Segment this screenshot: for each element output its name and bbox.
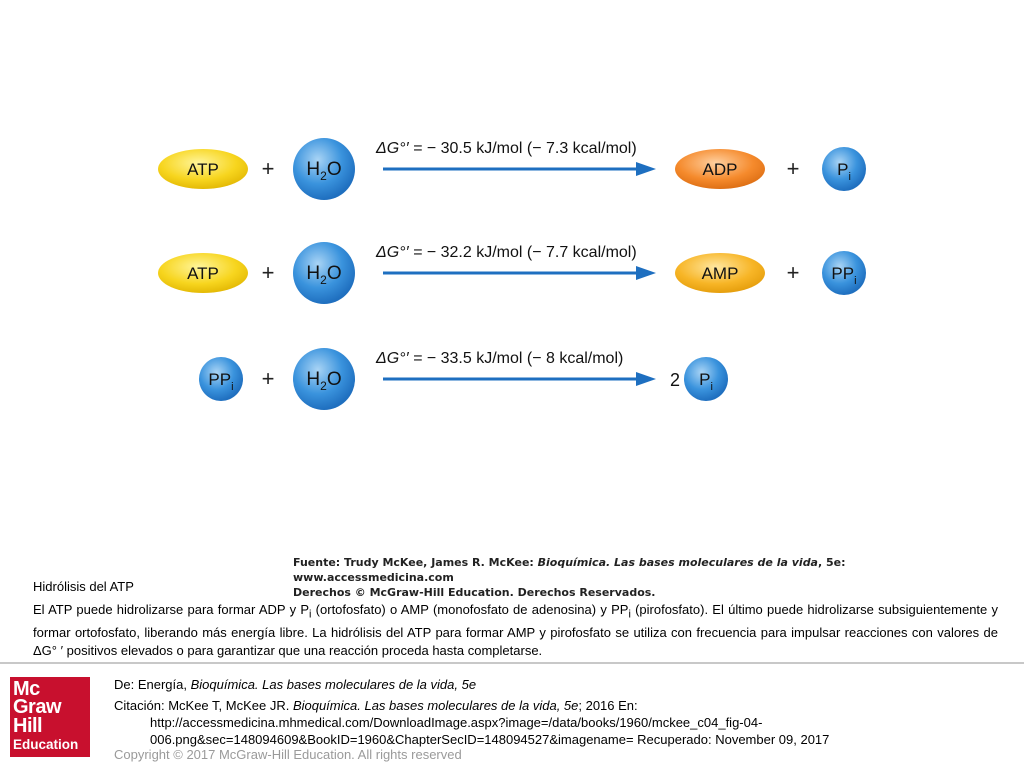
from-book: Bioquímica. Las bases moleculares de la vida, 5e: [190, 677, 477, 692]
reaction-diagram: [140, 128, 870, 428]
plus-sign: +: [786, 260, 800, 285]
reactant-2-r3: [293, 348, 355, 410]
coefficient: 2: [669, 370, 681, 390]
plus-sign: +: [786, 156, 800, 181]
source-authors: Fuente: Trudy McKee, James R. McKee:: [293, 556, 538, 569]
reaction-arrow-head: [636, 266, 656, 280]
delta-g-label: ΔG°′ = − 32.2 kJ/mol (− 7.7 kcal/mol): [376, 244, 637, 261]
logo-line-2: Graw: [13, 696, 62, 718]
citation-authors: Citación: McKee T, McKee JR.: [114, 698, 293, 713]
mcgraw-hill-logo: [10, 677, 90, 757]
caption-text-1: El ATP puede hidrolizarse para formar ADP y P: [33, 602, 310, 617]
reactant-2-r1-label: $H_2O$: [306, 159, 342, 183]
reactant-1-r2: [158, 253, 248, 293]
source-book-title: Bioquímica. Las bases moleculares de la vida: [537, 556, 818, 569]
delta-g-label: ΔG°′ = − 33.5 kJ/mol (− 8 kcal/mol): [376, 350, 624, 367]
citation-year: ; 2016 En:: [578, 698, 638, 713]
source-line-2: Derechos © McGraw-Hill Education. Derechos Reservados.: [293, 586, 656, 599]
caption-text-3: (pirofosfato). El último puede hidrolizarse subsiguientemente y formar ortofosfato, liberando más energía libre. La hidrólisis del ATP para formar AMP y pirofosfato se utiliza con frecuencia para impulsar reacciones con valores de ΔG° ′ positivos elevados o para garantizar que una reacción proceda hasta completarse.: [33, 602, 999, 658]
citation-url-line-2[interactable]: 006.png&sec=148094609&BookID=1960&ChapterSecID=148094527&imagename= Recuperado: November 09, 2017: [150, 732, 830, 747]
source-site: , 5e: www.accessmedicina.com: [293, 556, 846, 584]
logo-line-1: Mc: [13, 678, 40, 700]
source-line-1: [293, 555, 870, 585]
caption-sub-1: i: [309, 608, 312, 621]
reaction-arrow-head: [636, 162, 656, 176]
product-1-r2: [675, 253, 765, 293]
reactant-1-r1: [158, 149, 248, 189]
product-2-r1-label: $P_i$: [837, 160, 851, 183]
caption-text-2: (ortofosfato) o AMP (monofosfato de adenosina) y PP: [311, 602, 629, 617]
product-2-r2-label: $PP_i$: [831, 264, 857, 287]
figure-source: [293, 555, 870, 600]
logo-line-3: Hill: [13, 715, 43, 737]
plus-sign: +: [261, 366, 275, 391]
delta-g-label: ΔG°′ = − 30.5 kJ/mol (− 7.3 kcal/mol): [376, 140, 637, 157]
reaction-arrow-head: [636, 372, 656, 386]
reactant-1-r2-label: ATP: [187, 264, 219, 283]
copyright-notice: Copyright © 2017 McGraw-Hill Education. All rights reserved: [114, 747, 462, 762]
reactant-2-r3-label: $H_2O$: [306, 369, 342, 393]
reactant-1-r3-label: $PP_i$: [208, 370, 234, 393]
reactant-1-r3: [199, 357, 243, 401]
product-2-r1: [822, 147, 866, 191]
reference-citation: [114, 697, 638, 714]
reactant-1-r1-label: ATP: [187, 160, 219, 179]
caption-body: [33, 601, 998, 659]
caption-sub-2: i: [628, 608, 631, 621]
citation-url-line-1[interactable]: http://accessmedicina.mhmedical.com/DownloadImage.aspx?image=/data/books/1960/mckee_c04_fig-04-: [150, 715, 763, 730]
logo-line-4: Education: [13, 737, 79, 752]
atp-hydrolysis-figure: [140, 128, 870, 599]
product-1-r1-label: ADP: [702, 160, 738, 179]
citation-book: Bioquímica. Las bases moleculares de la vida, 5e: [292, 698, 579, 713]
plus-sign: +: [261, 156, 275, 181]
product-1-r2-label: AMP: [701, 264, 739, 283]
footer-divider: [0, 662, 1024, 664]
from-prefix: De: Energía,: [114, 677, 191, 692]
product-1-r3: [684, 357, 728, 401]
reactant-2-r2: [293, 242, 355, 304]
product-1-r3-label: $P_i$: [699, 370, 713, 393]
reactant-2-r2-label: $H_2O$: [306, 263, 342, 287]
caption-title: Hidrólisis del ATP: [33, 579, 134, 594]
plus-sign: +: [261, 260, 275, 285]
reference-from: [114, 676, 476, 693]
product-2-r2: [822, 251, 866, 295]
reactant-2-r1: [293, 138, 355, 200]
product-1-r1: [675, 149, 765, 189]
